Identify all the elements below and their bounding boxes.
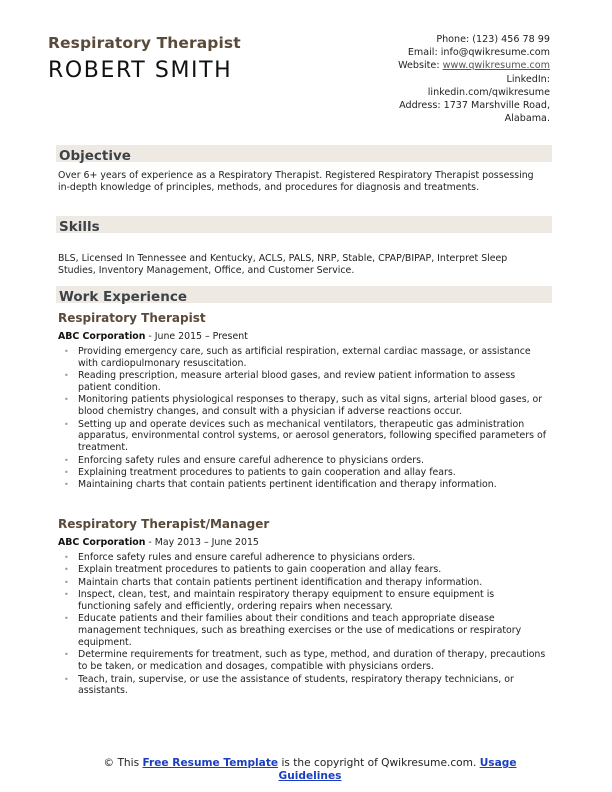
usage-guidelines-link[interactable]: Usage Guidelines xyxy=(278,757,517,782)
person-name: ROBERT SMITH xyxy=(48,58,233,83)
website-label: Website: xyxy=(398,60,443,72)
job-role: Respiratory Therapist xyxy=(58,311,206,325)
job-dates: - June 2015 – Present xyxy=(145,331,248,342)
job-company-line xyxy=(58,331,248,342)
email: Email: info@qwikresume.com xyxy=(407,47,550,59)
section-title: Work Experience xyxy=(59,289,187,305)
linkedin-value: linkedin.com/qwikresume xyxy=(427,86,550,98)
list-item: • Monitoring patients physiological responses to therapy, such as vital signs, arterial blood gases, or blood chemistry changes, and consult with a physician if adverse reactions occur. xyxy=(58,394,548,418)
list-item: • Maintaining charts that contain patients pertinent identification and therapy information. xyxy=(58,479,548,491)
list-item: • Providing emergency care, such as artificial respiration, external cardiac massage, or assistance with cardiopulmonary resuscitation. xyxy=(58,346,548,370)
free-resume-template-link[interactable]: Free Resume Template xyxy=(142,757,279,769)
section-header-objective xyxy=(56,145,552,162)
list-item: • Enforcing safety rules and ensure careful adherence to physicians orders. xyxy=(58,455,548,467)
list-item: • Explaining treatment procedures to patients to gain cooperation and allay fears. xyxy=(58,467,548,479)
job-role: Respiratory Therapist/Manager xyxy=(58,517,270,531)
section-title: Objective xyxy=(59,148,131,164)
job-dates: - May 2013 – June 2015 xyxy=(145,537,259,548)
section-header-work-experience xyxy=(56,286,552,303)
footer-middle: is the copyright of Qwikresume.com. xyxy=(278,757,480,769)
website-link[interactable]: www.qwikresume.com xyxy=(442,60,550,72)
phone: Phone: (123) 456 78 99 xyxy=(436,34,550,45)
copyright-footer xyxy=(80,757,540,783)
list-item: • Teach, train, supervise, or use the assistance of students, respiratory therapy technicians, or assistants. xyxy=(58,674,548,698)
list-item: • Reading prescription, measure arterial blood gases, and review patient information to assess patient condition. xyxy=(58,370,548,394)
job-title: Respiratory Therapist xyxy=(48,34,241,52)
website xyxy=(360,59,550,72)
list-item: • Maintain charts that contain patients pertinent identification and therapy information. xyxy=(58,577,548,589)
header-left xyxy=(48,34,241,83)
list-item: • Inspect, clean, test, and maintain respiratory therapy equipment to ensure equipment is functioning safely and efficiently, ordering repairs when necessary. xyxy=(58,589,548,613)
address-line2: Alabama. xyxy=(504,113,550,125)
list-item: • Setting up and operate devices such as mechanical ventilators, therapeutic gas administration apparatus, environmental control systems, or aerosol generators, following specified parameters of treatment. xyxy=(58,419,548,454)
job-company-line xyxy=(58,537,259,548)
list-item: • Educate patients and their families about their conditions and teach appropriate disease management techniques, such as breathing exercises or the use of medications or respiratory equipment. xyxy=(58,613,548,648)
job-bullets xyxy=(58,346,548,492)
address-line1: Address: 1737 Marshville Road, xyxy=(399,100,550,112)
objective-text: Over 6+ years of experience as a Respiratory Therapist. Registered Respiratory Therapist possessing in-depth knowledge of principles, methods, and procedures for diagnosis and treatments. xyxy=(58,170,534,193)
company-name: ABC Corporation xyxy=(58,537,146,548)
skills-text: BLS, Licensed In Tennessee and Kentucky, ACLS, PALS, NRP, Stable, CPAP/BIPAP, Interpret Sleep Studies, Inventory Management, Office, and Customer Service. xyxy=(58,253,508,276)
company-name: ABC Corporation xyxy=(58,331,146,342)
section-title: Skills xyxy=(59,219,100,235)
list-item: • Enforce safety rules and ensure careful adherence to physicians orders. xyxy=(58,552,548,564)
job-bullets xyxy=(58,552,548,698)
linkedin-label: LinkedIn: xyxy=(506,73,550,85)
footer-prefix: © This xyxy=(103,757,143,769)
list-item: • Determine requirements for treatment, such as type, method, and duration of therapy, precautions to be taken, or medication and dosages, compatible with physicians orders. xyxy=(58,649,548,673)
list-item: • Explain treatment procedures to patients to gain cooperation and allay fears. xyxy=(58,564,548,576)
section-header-skills xyxy=(56,216,552,233)
contact-info xyxy=(360,33,550,125)
